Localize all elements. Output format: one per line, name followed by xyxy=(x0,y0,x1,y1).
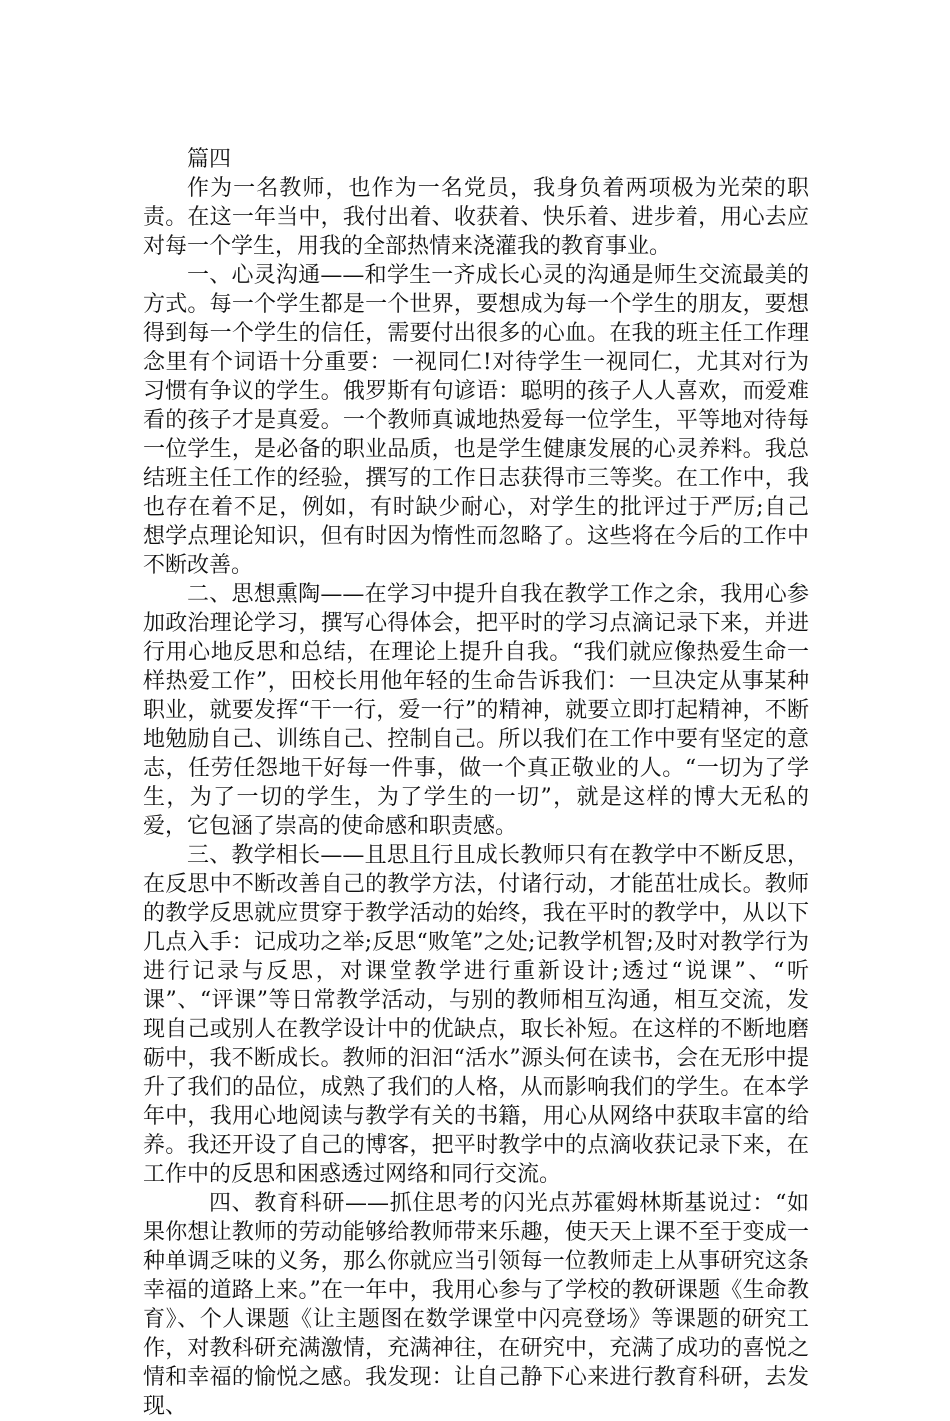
document-body xyxy=(143,145,809,1421)
paragraph-ideological-influence: 二、思想熏陶——在学习中提升自我在教学工作之余，我用心参加政治理论学习，撰写心得体会，把平时的学习点滴记录下来，并进行用心地反思和总结，在理论上提升自我。“我们就应像热爱生命一样热爱工作”，田校长用他年轻的生命告诉我们：一旦决定从事某种职业，就要发挥“干一行，爱一行”的精神，就要立即打起精神，不断地勉励自己、训练自己、控制自己。所以我们在工作中要有坚定的意志，任劳任怨地干好每一件事，做一个真正敬业的人。“一切为了学生，为了一切的学生，为了学生的一切”，就是这样的博大无私的爱，它包涵了崇高的使命感和职责感。 xyxy=(143,582,809,839)
paragraph-teaching-growth: 三、教学相长——且思且行且成长教师只有在教学中不断反思，在反思中不断改善自己的教学方法，付诸行动，才能茁壮成长。教师的教学反思就应贯穿于教学活动的始终，我在平时的教学中，从以下几点入手：记成功之举;反思“败笔”之处;记教学机智;及时对教学行为进行记录与反思，对课堂教学进行重新设计;透过“说课”、“听课”、“评课”等日常教学活动，与别的教师相互沟通，相互交流，发现自己或别人在教学设计中的优缺点，取长补短。在这样的不断地磨砺中，我不断成长。教师的汩汩“活水”源头何在读书，会在无形中提升了我们的品位，成熟了我们的人格，从而影响我们的学生。在本学年中，我用心地阅读与教学有关的书籍，用心从网络中获取丰富的给养。我还开设了自己的博客，把平时教学中的点滴收获记录下来，在工作中的反思和困惑透过网络和同行交流。 xyxy=(143,843,809,1187)
paragraph-education-research: 四、教育科研——抓住思考的闪光点苏霍姆林斯基说过：“如果你想让教师的劳动能够给教师带来乐趣，使天天上课不至于变成一种单调乏味的义务，那么你就应当引领每一位教师走上从事研究这条幸福的道路上来。”在一年中，我用心参与了学校的教研课题《生命教育》、个人课题《让主题图在数学课堂中闪亮登场》等课题的研究工作，对教科研充满激情，充满神往，在研究中，充满了成功的喜悦之情和幸福的愉悦之感。我发现：让自己静下心来进行教育科研，去发现、 xyxy=(143,1191,809,1419)
section-heading: 篇四 xyxy=(187,147,232,172)
paragraph-heart-communication: 一、心灵沟通——和学生一齐成长心灵的沟通是师生交流最美的方式。每一个学生都是一个世界，要想成为每一个学生的朋友，要想得到每一个学生的信任，需要付出很多的心血。在我的班主任工作理念里有个词语十分重要：一视同仁!对待学生一视同仁，尤其对行为习惯有争议的学生。俄罗斯有句谚语：聪明的孩子人人喜欢，而爱难看的孩子才是真爱。一个教师真诚地热爱每一位学生，平等地对待每一位学生，是必备的职业品质，也是学生健康发展的心灵养料。我总结班主任工作的经验，撰写的工作日志获得市三等奖。在工作中，我也存在着不足，例如，有时缺少耐心，对学生的批评过于严厉;自己想学点理论知识，但有时因为惰性而忽略了。这些将在今后的工作中不断改善。 xyxy=(143,263,809,578)
intro-paragraph: 作为一名教师，也作为一名党员，我身负着两项极为光荣的职责。在这一年当中，我付出着、收获着、快乐着、进步着，用心去应对每一个学生，用我的全部热情来浇灌我的教育事业。 xyxy=(143,176,809,259)
